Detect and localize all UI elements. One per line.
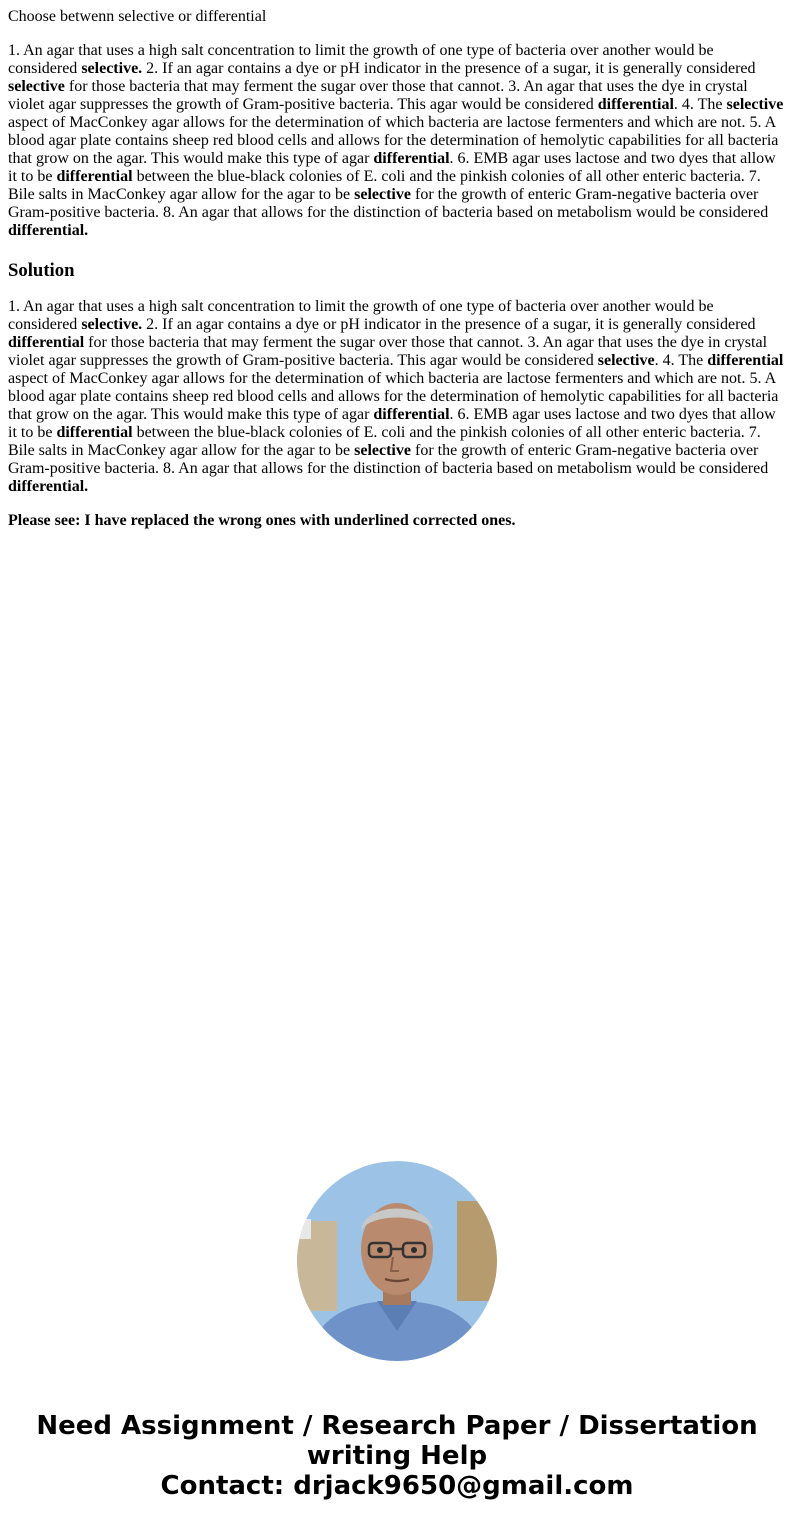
answer-term: selective. (81, 60, 143, 77)
answer-term: selective (354, 442, 411, 459)
answer-term: differential. (8, 222, 89, 239)
answer-term: selective (8, 78, 65, 95)
answer-term: differential (373, 406, 450, 423)
answer-term: differential (56, 424, 133, 441)
answer-term: differential (597, 96, 674, 113)
answer-term: selective (726, 96, 784, 113)
answer-term: differential (707, 352, 784, 369)
solution-note: Please see: I have replaced the wrong ones with underlined corrected ones. (8, 512, 516, 529)
answer-term: differential. (8, 478, 89, 495)
solution-paragraph: 1. An agar that uses a high salt concentration to limit the growth of one type of bacteria over another would be considered selective. 2. If an agar contains a dye or pH indicator in the presence of a sugar, it is generally considered differential for those bacteria that may ferment the sugar over those that cannot. 3. An agar that uses the dye in crystal violet agar suppresses the growth of Gram-positive bacteria. This agar would be considered selective. 4. The differential aspect of MacConkey agar allows for the determination of which bacteria are lactose fermenters and which are not. 5. A blood agar plate contains sheep red blood cells and allows for the determination of hemolytic capabilities for all bacteria that grow on the agar. This would make this type of agar differential. 6. EMB agar uses lactose and two dyes that allow it to be differential between the blue-black colonies of E. coli and the pinkish colonies of all other enteric bacteria. 7. Bile salts in MacConkey agar allow for the agar to be selective for the growth of enteric Gram-negative bacteria over Gram-positive bacteria. 8. An agar that allows for the distinction of bacteria based on metabolism would be considered differential. (8, 298, 784, 495)
promo-line-2: writing Help (306, 1441, 488, 1471)
solution-title: Solution (8, 260, 75, 281)
answer-term: selective (354, 186, 411, 203)
answer-term: differential (56, 168, 133, 185)
question-heading: Choose betwenn selective or differential (8, 8, 267, 25)
promo-banner (0, 1411, 794, 1501)
photo-switch (297, 1219, 311, 1239)
question-paragraph: 1. An agar that uses a high salt concentration to limit the growth of one type of bacteria over another would be considered selective. 2. If an agar contains a dye or pH indicator in the presence of a sugar, it is generally considered selective for those bacteria that may ferment the sugar over those that cannot. 3. An agar that uses the dye in crystal violet agar suppresses the growth of Gram-positive bacteria. This agar would be considered differential. 4. The selective aspect of MacConkey agar allows for the determination of which bacteria are lactose fermenters and which are not. 5. A blood agar plate contains sheep red blood cells and allows for the determination of hemolytic capabilities for all bacteria that grow on the agar. This would make this type of agar differential. 6. EMB agar uses lactose and two dyes that allow it to be differential between the blue-black colonies of E. coli and the pinkish colonies of all other enteric bacteria. 7. Bile salts in MacConkey agar allow for the agar to be selective for the growth of enteric Gram-negative bacteria over Gram-positive bacteria. 8. An agar that allows for the distinction of bacteria based on metabolism would be considered differential. (8, 42, 784, 239)
answer-term: selective. (81, 316, 143, 333)
answer-term: differential (8, 334, 85, 351)
photo-wall-right (457, 1201, 497, 1301)
author-photo-image (297, 1161, 497, 1361)
answer-term: selective (597, 352, 655, 369)
promo-line-1: Need Assignment / Research Paper / Dissertation (36, 1411, 758, 1441)
answer-term: differential (373, 150, 450, 167)
author-photo (297, 1161, 497, 1361)
document-page (0, 8, 794, 530)
promo-contact: Contact: drjack9650@gmail.com (160, 1471, 634, 1501)
